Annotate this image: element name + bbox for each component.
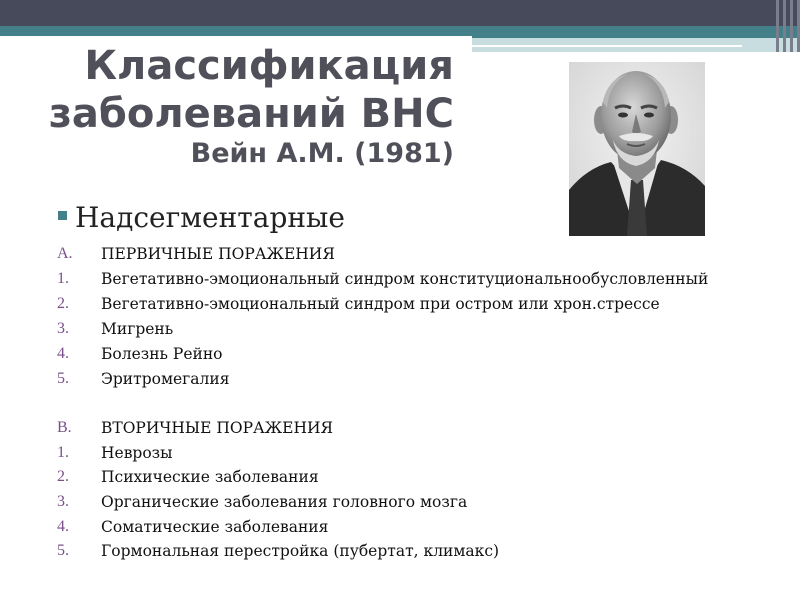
list-item-number: 3. <box>57 320 69 337</box>
list-item-number: 4. <box>57 345 69 362</box>
header-stripe <box>776 0 779 52</box>
main-bullet-label: Надсегментарные <box>75 201 345 234</box>
list-item-text: Неврозы <box>101 444 173 462</box>
portrait-image <box>569 62 705 236</box>
list-item-number: 3. <box>57 493 69 510</box>
list-item-number: 1. <box>57 444 69 461</box>
list-item-text: Гормональная перестройка (пубертат, климакс) <box>101 542 500 560</box>
list-item-number: 1. <box>57 270 69 287</box>
section-marker: B. <box>57 419 72 436</box>
list-item-text: Органические заболевания головного мозга <box>101 493 468 511</box>
slide-subtitle: Вейн А.М. (1981) <box>190 138 454 169</box>
list-item-text: Болезнь Рейно <box>101 345 223 363</box>
header-stripe <box>790 0 793 52</box>
header-dark-band <box>0 0 800 26</box>
header-stripe <box>783 0 786 52</box>
list-item-number: 5. <box>57 542 69 559</box>
list-item-text: Соматические заболевания <box>101 518 329 536</box>
list-item-text: Вегетативно-эмоциональный синдром конституциональнообусловленный <box>101 270 709 288</box>
list-item-number: 2. <box>57 468 69 485</box>
list-item-number: 5. <box>57 370 69 387</box>
header-thin-line <box>472 45 742 47</box>
list-item-text: Эритромегалия <box>101 370 230 388</box>
section-heading-text: ВТОРИЧНЫЕ ПОРАЖЕНИЯ <box>101 419 334 437</box>
list-item-text: Вегетативно-эмоциональный синдром при остром или хрон.стрессе <box>101 295 660 313</box>
slide-title-line-1: Классификация <box>84 43 454 89</box>
main-bullet <box>58 201 345 234</box>
bullet-square-icon <box>58 211 67 220</box>
list-item-text: Мигрень <box>101 320 174 338</box>
slide-title-line-2: заболеваний ВНС <box>48 91 454 137</box>
section-heading-text: ПЕРВИЧНЫЕ ПОРАЖЕНИЯ <box>101 245 335 263</box>
list-item-text: Психические заболевания <box>101 468 319 486</box>
list-item-number: 4. <box>57 518 69 535</box>
list-item-number: 2. <box>57 295 69 312</box>
portrait-photo <box>569 62 705 236</box>
slide-title <box>40 42 454 170</box>
section-marker: A. <box>57 245 73 262</box>
